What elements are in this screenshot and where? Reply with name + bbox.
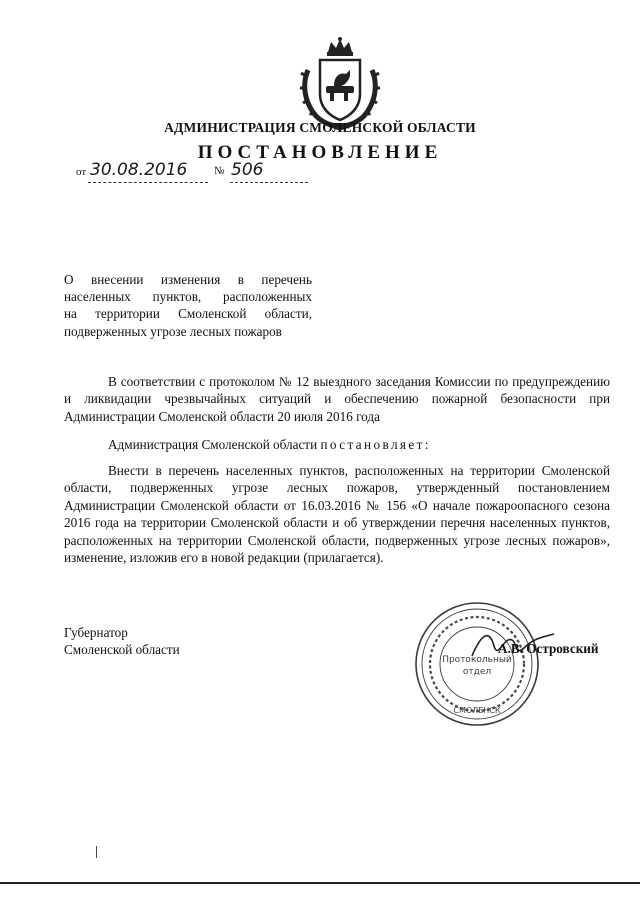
subject-line: населенных пунктов, расположенных [64, 289, 312, 305]
stamp-city: СМОЛЕНСК [453, 706, 501, 715]
subject-line: О внесении изменения в перечень [64, 272, 312, 287]
date-prefix: от [76, 166, 87, 178]
position-line: Губернатор [64, 625, 128, 640]
page-bottom-rule [0, 882, 640, 884]
document-subject [64, 271, 312, 340]
number-underline [230, 182, 308, 183]
signatory-position [64, 624, 180, 659]
date-underline [88, 182, 208, 183]
stamp-inner-line: Протокольный [442, 655, 512, 665]
subject-line: на территории Смоленской области, [64, 306, 312, 322]
date-value: 30.08.2016 [90, 160, 188, 180]
operative-paragraph: Внести в перечень населенных пунктов, расположенных на территории Смоленской области, подверженных угрозе лесных пожаров, утвержденный постановлением Администрации Смоленской области от 16.03.2016 № 156 «О начале пожароопасного сезона 2016 года на территории Смоленской области и об утверждении перечня населенных пунктов, расположенных на территории Смоленской области, подверженных угрозе лесных пожаров», изменение, изложив его в новой редакции (прилагается). [64, 463, 610, 566]
document-type: ПОСТАНОВЛЕНИЕ [197, 142, 443, 163]
smolensk-coat-of-arms-icon [300, 36, 380, 130]
signatory-name: А.В. Островский [498, 641, 599, 656]
stamp-inner-line: отдел [462, 667, 492, 677]
resolution-word: постановляет: [320, 437, 431, 452]
preamble-paragraph: В соответствии с протоколом № 12 выездного заседания Комиссии по предупреждению и ликвидации чрезвычайных ситуаций и обеспечению пожарной безопасности при Администрации Смоленской области 20 июля 2016 года [64, 374, 610, 424]
subject-line: подверженных угрозе лесных пожаров [64, 323, 282, 339]
resolution-lead: Администрация Смоленской области [108, 437, 321, 452]
margin-tick [96, 846, 97, 858]
org-name: АДМИНИСТРАЦИЯ СМОЛЕНСКОЙ ОБЛАСТИ [164, 120, 476, 135]
resolution-paragraph [64, 436, 610, 453]
number-label: № [214, 165, 225, 177]
number-value: 506 [231, 160, 264, 180]
position-line: Смоленской области [64, 642, 180, 658]
